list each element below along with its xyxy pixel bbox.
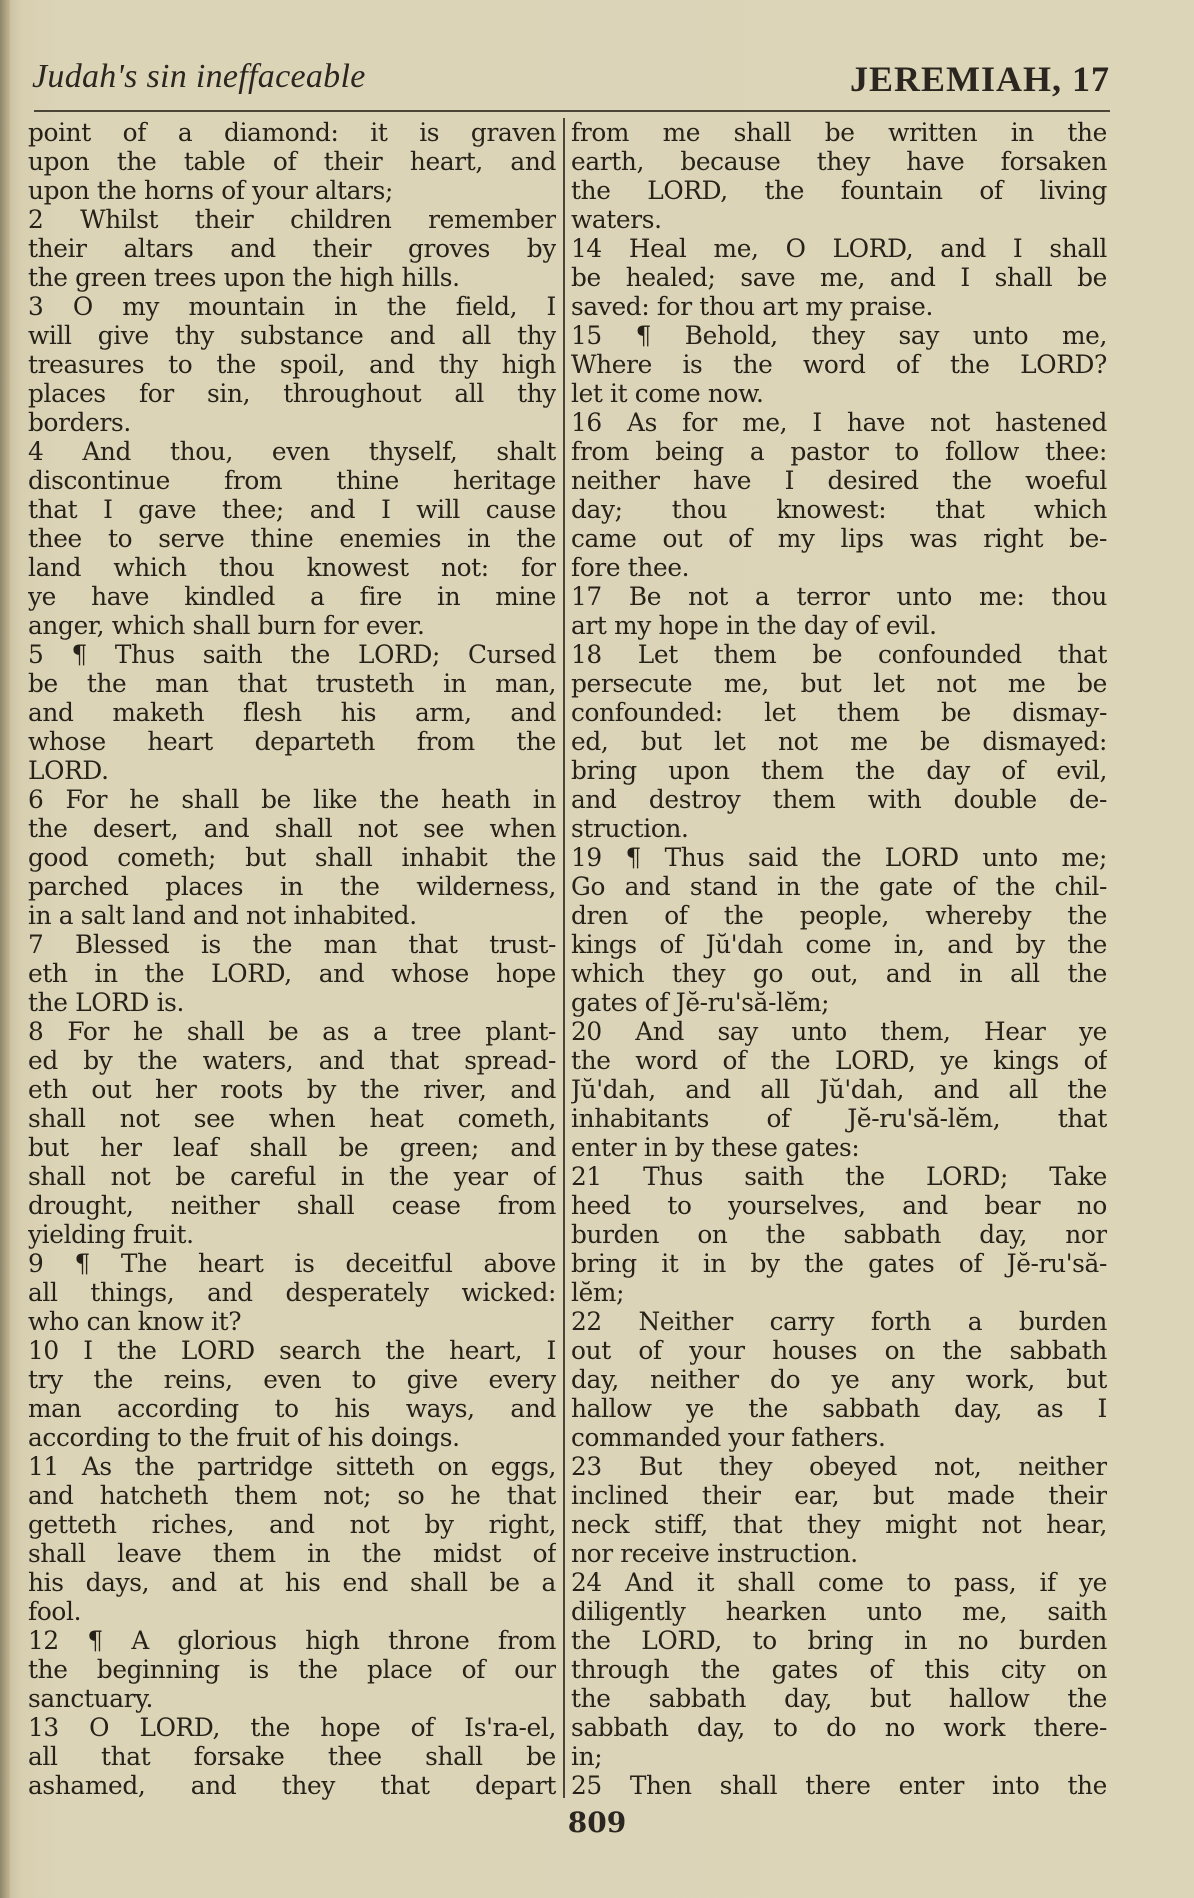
text-line: Jŭ'dah, and all Jŭ'dah, and all the: [571, 1075, 1107, 1104]
text-line: 6 For he shall be like the heath in: [28, 785, 556, 814]
text-line: LORD.: [28, 756, 109, 785]
text-line: the green trees upon the high hills.: [28, 263, 460, 292]
text-line: his days, and at his end shall be a: [28, 1568, 556, 1597]
text-line: ye have kindled a fire in mine: [28, 582, 556, 611]
text-line: 10 I the LORD search the heart, I: [28, 1336, 556, 1365]
text-line: day, neither do ye any work, but: [571, 1365, 1107, 1394]
text-line: the LORD is.: [28, 988, 185, 1017]
text-line: all that forsake thee shall be: [28, 1742, 556, 1771]
text-line: bring it in by the gates of Jĕ-ru'să-: [571, 1249, 1107, 1278]
text-line: and maketh flesh his arm, and: [28, 698, 556, 727]
text-line: hallow ye the sabbath day, as I: [571, 1394, 1107, 1423]
text-line: 4 And thou, even thyself, shalt: [28, 437, 556, 466]
text-line: ed, but let not me be dismayed:: [571, 727, 1107, 756]
text-line: came out of my lips was right be-: [571, 524, 1107, 553]
text-line: 15 ¶ Behold, they say unto me,: [571, 321, 1107, 350]
text-line: nor receive instruction.: [571, 1539, 858, 1568]
text-line: fool.: [28, 1597, 82, 1626]
text-line: 16 As for me, I have not hastened: [571, 408, 1107, 437]
text-line: try the reins, even to give every: [28, 1365, 556, 1394]
text-line: the beginning is the place of our: [28, 1655, 556, 1684]
text-line: eth out her roots by the river, and: [28, 1075, 556, 1104]
text-line: 14 Heal me, O LORD, and I shall: [571, 234, 1107, 263]
text-line: borders.: [28, 408, 131, 437]
text-line: 21 Thus saith the LORD; Take: [571, 1162, 1107, 1191]
text-line: upon the horns of your altars;: [28, 176, 393, 205]
text-line: enter in by these gates:: [571, 1133, 860, 1162]
running-head-right: JEREMIAH, 17: [849, 59, 1110, 99]
text-line: who can know it?: [28, 1307, 242, 1336]
text-line: that I gave thee; and I will cause: [28, 495, 556, 524]
text-line: but her leaf shall be green; and: [28, 1133, 556, 1162]
text-line: shall leave them in the midst of: [28, 1539, 556, 1568]
text-line: ed by the waters, and that spread-: [28, 1046, 556, 1075]
text-line: through the gates of this city on: [571, 1655, 1107, 1684]
text-line: burden on the sabbath day, nor: [571, 1220, 1107, 1249]
text-line: treasures to the spoil, and thy high: [28, 350, 556, 379]
column-divider: [563, 118, 565, 1798]
text-line: shall not be careful in the year of: [28, 1162, 556, 1191]
text-line: 13 O LORD, the hope of Is'ra-el,: [28, 1713, 556, 1742]
text-line: getteth riches, and not by right,: [28, 1510, 556, 1539]
text-line: point of a diamond: it is graven: [28, 118, 556, 147]
text-line: discontinue from thine heritage: [28, 466, 556, 495]
text-line: upon the table of their heart, and: [28, 147, 556, 176]
header-rule: [34, 110, 1110, 112]
text-line: heed to yourselves, and bear no: [571, 1191, 1107, 1220]
text-line: day; thou knowest: that which: [571, 495, 1107, 524]
text-line: sanctuary.: [28, 1684, 154, 1713]
text-line: good cometh; but shall inhabit the: [28, 843, 556, 872]
text-line: the desert, and shall not see when: [28, 814, 556, 843]
text-line: be healed; save me, and I shall be: [571, 263, 1107, 292]
running-head-left: Judah's sin ineffaceable: [32, 58, 366, 95]
text-line: 23 But they obeyed not, neither: [571, 1452, 1107, 1481]
text-line: inclined their ear, but made their: [571, 1481, 1107, 1510]
text-line: the word of the LORD, ye kings of: [571, 1046, 1107, 1075]
text-line: 22 Neither carry forth a burden: [571, 1307, 1107, 1336]
left-text-column: [28, 118, 556, 1800]
text-line: the sabbath day, but hallow the: [571, 1684, 1107, 1713]
text-line: out of your houses on the sabbath: [571, 1336, 1107, 1365]
text-line: sabbath day, to do no work there-: [571, 1713, 1107, 1742]
text-line: 20 And say unto them, Hear ye: [571, 1017, 1107, 1046]
page-number: 809: [567, 1806, 627, 1839]
text-line: which they go out, and in all the: [571, 959, 1107, 988]
text-line: confounded: let them be dismay-: [571, 698, 1107, 727]
text-line: their altars and their groves by: [28, 234, 556, 263]
text-line: Where is the word of the LORD?: [571, 350, 1107, 379]
text-line: land which thou knowest not: for: [28, 553, 556, 582]
text-line: 11 As the partridge sitteth on eggs,: [28, 1452, 556, 1481]
text-line: 2 Whilst their children remember: [28, 205, 556, 234]
text-line: kings of Jŭ'dah come in, and by the: [571, 930, 1107, 959]
page-binding-edge: [0, 0, 10, 1898]
text-line: in a salt land and not inhabited.: [28, 901, 417, 930]
text-line: whose heart departeth from the: [28, 727, 556, 756]
text-line: from me shall be written in the: [571, 118, 1107, 147]
text-line: will give thy substance and all thy: [28, 321, 556, 350]
text-line: in;: [571, 1742, 603, 1771]
text-line: Go and stand in the gate of the chil-: [571, 872, 1107, 901]
text-line: neck stiff, that they might not hear,: [571, 1510, 1107, 1539]
text-line: struction.: [571, 814, 689, 843]
text-line: parched places in the wilderness,: [28, 872, 556, 901]
text-line: eth in the LORD, and whose hope: [28, 959, 556, 988]
text-line: the LORD, to bring in no burden: [571, 1626, 1107, 1655]
text-line: 9 ¶ The heart is deceitful above: [28, 1249, 556, 1278]
text-line: persecute me, but let not me be: [571, 669, 1107, 698]
text-line: fore thee.: [571, 553, 690, 582]
text-line: diligently hearken unto me, saith: [571, 1597, 1107, 1626]
right-text-column: [571, 118, 1107, 1800]
text-line: the LORD, the fountain of living: [571, 176, 1107, 205]
text-line: waters.: [571, 205, 662, 234]
text-line: art my hope in the day of evil.: [571, 611, 937, 640]
text-line: 3 O my mountain in the field, I: [28, 292, 556, 321]
text-line: inhabitants of Jĕ-ru'să-lĕm, that: [571, 1104, 1107, 1133]
text-line: and destroy them with double de-: [571, 785, 1107, 814]
text-line: drought, neither shall cease from: [28, 1191, 556, 1220]
text-line: places for sin, throughout all thy: [28, 379, 556, 408]
text-line: dren of the people, whereby the: [571, 901, 1107, 930]
text-line: 19 ¶ Thus said the LORD unto me;: [571, 843, 1107, 872]
text-line: man according to his ways, and: [28, 1394, 556, 1423]
text-line: from being a pastor to follow thee:: [571, 437, 1107, 466]
text-line: earth, because they have forsaken: [571, 147, 1107, 176]
text-line: ashamed, and they that depart: [28, 1771, 556, 1800]
text-line: 17 Be not a terror unto me: thou: [571, 582, 1107, 611]
text-line: 25 Then shall there enter into the: [571, 1771, 1107, 1800]
text-line: lĕm;: [571, 1278, 625, 1307]
text-line: shall not see when heat cometh,: [28, 1104, 556, 1133]
text-line: and hatcheth them not; so he that: [28, 1481, 556, 1510]
text-line: 18 Let them be confounded that: [571, 640, 1107, 669]
text-line: anger, which shall burn for ever.: [28, 611, 425, 640]
text-line: let it come now.: [571, 379, 764, 408]
text-line: 5 ¶ Thus saith the LORD; Cursed: [28, 640, 556, 669]
text-line: according to the fruit of his doings.: [28, 1423, 460, 1452]
text-line: thee to serve thine enemies in the: [28, 524, 556, 553]
text-line: gates of Jĕ-ru'să-lĕm;: [571, 988, 830, 1017]
text-line: 7 Blessed is the man that trust-: [28, 930, 556, 959]
text-line: all things, and desperately wicked:: [28, 1278, 556, 1307]
text-line: be the man that trusteth in man,: [28, 669, 556, 698]
text-line: neither have I desired the woeful: [571, 466, 1107, 495]
text-line: 12 ¶ A glorious high throne from: [28, 1626, 556, 1655]
text-line: bring upon them the day of evil,: [571, 756, 1107, 785]
text-line: yielding fruit.: [28, 1220, 194, 1249]
text-line: saved: for thou art my praise.: [571, 292, 933, 321]
text-line: commanded your fathers.: [571, 1423, 886, 1452]
text-line: 24 And it shall come to pass, if ye: [571, 1568, 1107, 1597]
text-line: 8 For he shall be as a tree plant-: [28, 1017, 556, 1046]
